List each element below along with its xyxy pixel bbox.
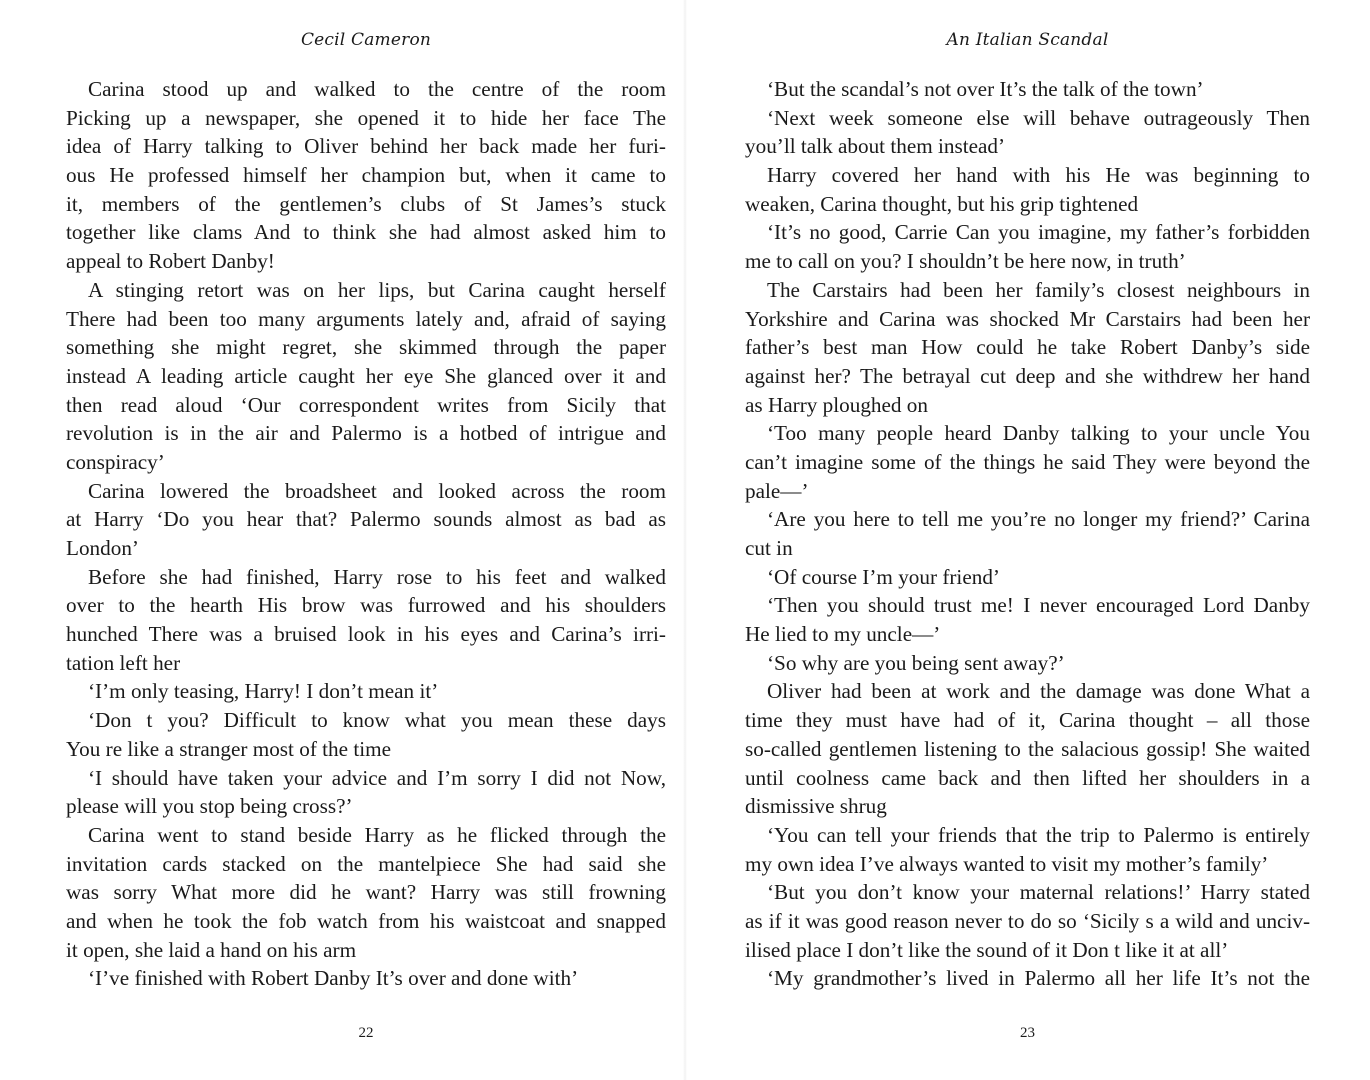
text-line: at Harry ‘Do you hear that? Palermo sounds almost as bad as: [66, 507, 666, 532]
text-line: weaken, Carina thought, but his grip tightened: [745, 191, 1139, 216]
text-line: ‘I’m only teasing, Harry! I don’t mean it’: [88, 679, 439, 704]
running-head-title: An Italian Scandal: [946, 30, 1109, 50]
text-line: Carina went to stand beside Harry as he flicked through the: [88, 822, 666, 847]
text-line: over to the hearth His brow was furrowed and his shoulders: [66, 593, 666, 618]
text-line: ous He professed himself her champion but, when it came to: [66, 163, 666, 188]
text-line: ‘You can tell your friends that the trip to Palermo is entirely: [767, 822, 1310, 847]
text-line: A stinging retort was on her lips, but Carina caught herself: [88, 277, 666, 302]
text-line: something she might regret, she skimmed through the paper: [66, 335, 666, 360]
running-head-author: Cecil Cameron: [300, 30, 432, 50]
text-line: please will you stop being cross?’: [66, 794, 353, 819]
text-line: time they must have had of it, Carina thought – all those: [745, 708, 1310, 733]
text-line: ‘I’ve finished with Robert Danby It’s over and done with’: [88, 966, 579, 991]
text-line: ‘Are you here to tell me you’re no longer my friend?’ Carina: [767, 507, 1310, 532]
text-line: conspiracy’: [66, 449, 165, 474]
text-line: Picking up a newspaper, she opened it to hide her face The: [66, 105, 666, 130]
text-line: hunched There was a bruised look in his eyes and Carina’s irri-: [66, 622, 666, 647]
text-line: as Harry ploughed on: [745, 392, 928, 417]
text-line: tation left her: [66, 650, 181, 675]
left-page-body: [66, 75, 666, 993]
text-line: idea of Harry talking to Oliver behind her back made her furi-: [66, 134, 666, 159]
text-line: ilised place I don’t like the sound of it Don t like it at all’: [745, 937, 1229, 962]
text-line: There had been too many arguments lately and, afraid of saying: [66, 306, 666, 331]
text-line: against her? The betrayal cut deep and she withdrew her hand: [745, 363, 1310, 388]
text-line: it open, she laid a hand on his arm: [66, 937, 357, 962]
text-line: together like clams And to think she had almost asked him to: [66, 220, 666, 245]
text-line: invitation cards stacked on the mantelpiece She had said she: [66, 851, 666, 876]
text-line: my own idea I’ve always wanted to visit my mother’s family’: [745, 851, 1269, 876]
text-line: ‘My grandmother’s lived in Palermo all her life It’s not the: [767, 966, 1310, 991]
text-line: ‘So why are you being sent away?’: [767, 650, 1065, 675]
text-line: ‘But you don’t know your maternal relations!’ Harry stated: [767, 880, 1310, 905]
text-line: Oliver had been at work and the damage was done What a: [767, 679, 1310, 704]
text-line: Carina lowered the broadsheet and looked across the room: [88, 478, 666, 503]
text-line: Harry covered her hand with his He was beginning to: [767, 163, 1310, 188]
text-line: The Carstairs had been her family’s closest neighbours in: [767, 277, 1310, 302]
text-line: can’t imagine some of the things he said They were beyond the: [745, 449, 1310, 474]
text-line: pale—’: [745, 478, 809, 503]
text-line: Carina stood up and walked to the centre of the room: [88, 77, 666, 101]
right-page-body: [745, 75, 1310, 993]
text-line: it, members of the gentlemen’s clubs of St James’s stuck: [66, 191, 666, 216]
text-line: instead A leading article caught her eye She glanced over it and: [66, 363, 666, 388]
text-line: as if it was good reason never to do so ‘Sicily s a wild and unciv-: [745, 908, 1310, 933]
left-page: [66, 0, 666, 1080]
text-line: so-called gentlemen listening to the salacious gossip! She waited: [745, 736, 1310, 761]
page-number: 23: [1020, 1025, 1035, 1041]
text-line: ‘Of course I’m your friend’: [767, 564, 1000, 589]
text-line: cut in: [745, 536, 793, 560]
text-line: dismissive shrug: [745, 794, 887, 819]
gutter: [683, 0, 687, 1080]
text-line: me to call on you? I shouldn’t be here now, in truth’: [745, 249, 1186, 274]
text-line: was sorry What more did he want? Harry was still frowning: [66, 880, 666, 905]
text-line: ‘Don t you? Difficult to know what you mean these days: [88, 708, 666, 733]
text-line: ‘Then you should trust me! I never encouraged Lord Danby: [767, 593, 1310, 618]
text-line: ‘It’s no good, Carrie Can you imagine, my father’s forbidden: [767, 220, 1310, 245]
text-line: He lied to my uncle—’: [745, 622, 941, 647]
text-line: revolution is in the air and Palermo is a hotbed of intrigue and: [66, 421, 666, 446]
text-line: then read aloud ‘Our correspondent writes from Sicily that: [66, 392, 666, 417]
text-line: and when he took the fob watch from his waistcoat and snapped: [66, 908, 666, 933]
text-line: ‘Too many people heard Danby talking to your uncle You: [767, 421, 1310, 446]
text-line: father’s best man How could he take Robert Danby’s side: [745, 335, 1310, 360]
page-number: 22: [358, 1025, 374, 1041]
text-line: ‘Next week someone else will behave outrageously Then: [767, 105, 1310, 130]
text-line: ‘I should have taken your advice and I’m sorry I did not Now,: [88, 765, 666, 790]
text-line: appeal to Robert Danby!: [66, 249, 275, 274]
text-line: you’ll talk about them instead’: [745, 134, 1006, 159]
text-line: ‘But the scandal’s not over It’s the talk of the town’: [767, 77, 1204, 101]
text-line: You re like a stranger most of the time: [66, 736, 392, 761]
text-line: Before she had finished, Harry rose to his feet and walked: [88, 564, 666, 589]
text-line: London’: [66, 536, 139, 560]
text-line: Yorkshire and Carina was shocked Mr Carstairs had been her: [745, 306, 1310, 331]
text-line: until coolness came back and then lifted her shoulders in a: [745, 765, 1310, 790]
right-page: [745, 0, 1310, 1080]
